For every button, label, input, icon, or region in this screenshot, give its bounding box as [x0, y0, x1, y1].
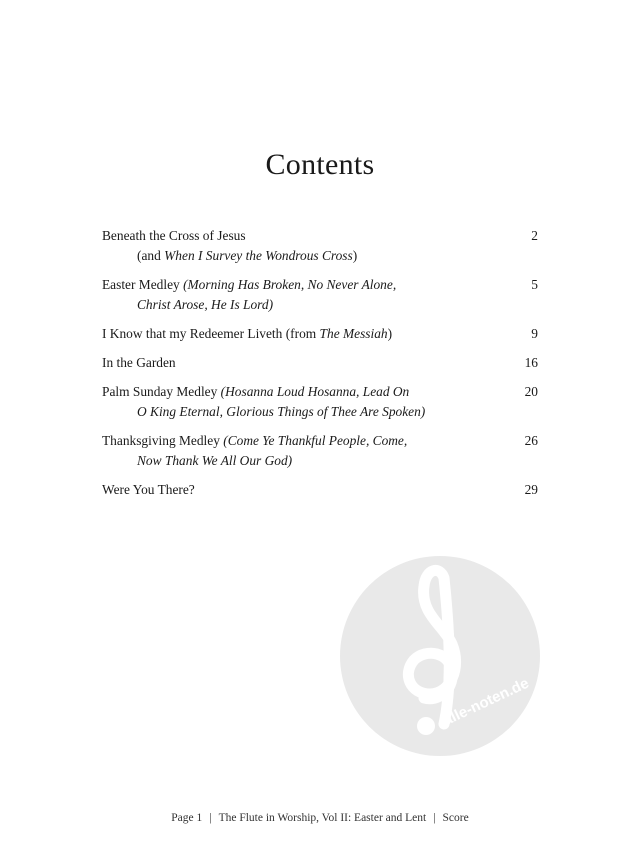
toc-text-segment: In the Garden — [102, 355, 176, 370]
toc-entry-subtitle — [102, 246, 538, 266]
toc-text-segment: Now Thank We All Our God) — [137, 453, 293, 468]
toc-entry-title — [102, 324, 538, 344]
toc-entry — [102, 324, 538, 344]
toc-text-segment: O King Eternal, Glorious Things of Thee Are Spoken) — [137, 404, 426, 419]
table-of-contents — [102, 226, 538, 509]
page-footer — [0, 812, 640, 824]
footer-separator: | — [209, 812, 212, 824]
toc-page-number: 26 — [524, 433, 538, 448]
toc-entry-title — [102, 382, 538, 402]
toc-text-segment: ) — [352, 248, 358, 263]
toc-text-segment: When I Survey the Wondrous Cross — [164, 248, 353, 263]
toc-entry — [102, 431, 538, 471]
toc-text-segment: (and — [137, 248, 165, 263]
toc-entry-title — [102, 480, 538, 500]
toc-entry-title — [102, 353, 538, 373]
toc-text-segment: (Hosanna Loud Hosanna, Lead On — [220, 384, 410, 399]
toc-entry-title — [102, 226, 538, 246]
toc-page-number: 29 — [524, 482, 538, 497]
toc-text-segment: Palm Sunday Medley — [102, 384, 221, 399]
toc-entry — [102, 226, 538, 266]
toc-entry-subtitle — [102, 295, 538, 315]
toc-entry-title — [102, 431, 538, 451]
toc-page-number: 20 — [524, 384, 538, 399]
page-title: Contents — [265, 148, 375, 181]
toc-entry-subtitle — [102, 451, 538, 471]
toc-page-number: 2 — [531, 228, 538, 243]
toc-page-number: 9 — [531, 326, 538, 341]
toc-text-segment: The Messiah — [319, 326, 388, 341]
toc-text-segment: (Morning Has Broken, No Never Alone, — [183, 277, 397, 292]
toc-text-segment: Christ Arose, He Is Lord) — [137, 297, 274, 312]
toc-page-number: 16 — [524, 355, 538, 370]
toc-entry — [102, 480, 538, 500]
toc-text-segment: Thanksgiving Medley — [102, 433, 224, 448]
toc-text-segment: Easter Medley — [102, 277, 184, 292]
watermark — [340, 556, 540, 756]
toc-entry — [102, 353, 538, 373]
watermark-text: alle-noten.de — [440, 674, 532, 730]
toc-text-segment: Beneath the Cross of Jesus — [102, 228, 246, 243]
footer-part: Score — [442, 812, 469, 824]
toc-entry — [102, 275, 538, 315]
toc-text-segment: (Come Ye Thankful People, Come, — [223, 433, 408, 448]
toc-text-segment: I Know that my Redeemer Liveth (from — [102, 326, 320, 341]
toc-text-segment: Were You There? — [102, 482, 195, 497]
toc-entry-subtitle — [102, 402, 538, 422]
toc-page-number: 5 — [531, 277, 538, 292]
toc-entry — [102, 382, 538, 422]
treble-clef-dot — [417, 717, 435, 735]
footer-book-title: The Flute in Worship, Vol II: Easter and Lent — [218, 812, 427, 824]
toc-entry-title — [102, 275, 538, 295]
footer-page-label: Page 1 — [171, 812, 203, 824]
toc-text-segment: ) — [387, 326, 393, 341]
footer-separator: | — [433, 812, 436, 824]
